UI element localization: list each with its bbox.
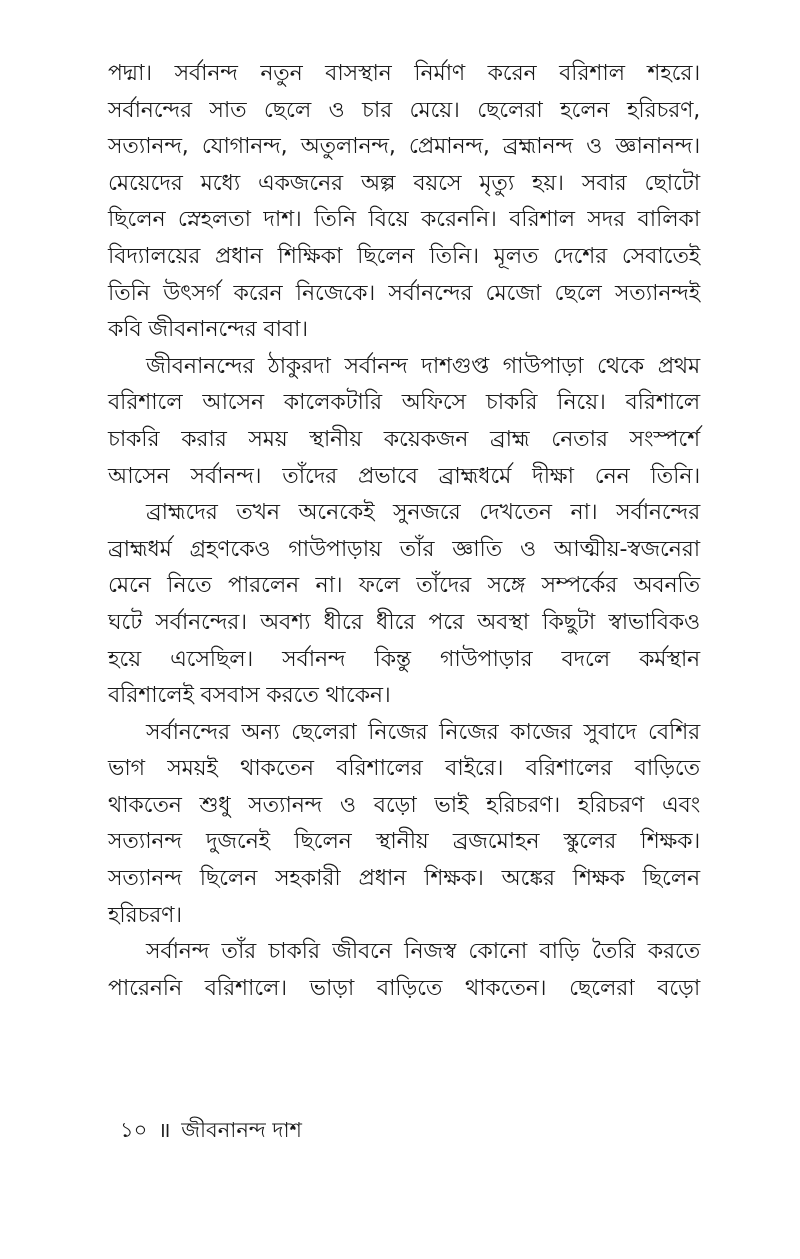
text-line: সত্যানন্দ দুজনেই ছিলেন স্থানীয় ব্রজমোহন স্কুলের শিক্ষক। [108, 829, 700, 855]
footer-separator: ॥ [157, 1118, 171, 1142]
paragraph-first-line: সর্বানন্দ তাঁর চাকরি জীবনে নিজস্ব কোনো বাড়ি তৈরি করতে [146, 939, 700, 965]
text-line: হয়ে এসেছিল। সর্বানন্দ কিন্তু গাউপাড়ার বদলে কর্মস্থান [108, 646, 700, 672]
text-line: পারেননি বরিশালে। ভাড়া বাড়িতে থাকতেন। ছেলেরা বড়ো [108, 975, 700, 1001]
body-text [108, 56, 700, 1007]
text-line: ব্রাহ্মধর্ম গ্রহণকেও গাউপাড়ায় তাঁর জ্ঞাতি ও আত্মীয়-স্বজনেরা [108, 536, 700, 562]
text-line: মেনে নিতে পারলেন না। ফলে তাঁদের সঙ্গে সম্পর্কের অবনতি [108, 573, 700, 599]
text-line: সর্বানন্দের সাত ছেলে ও চার মেয়ে। ছেলেরা হলেন হরিচরণ, [108, 97, 700, 123]
page-footer [120, 1116, 302, 1144]
paragraph-first-line: জীবনানন্দের ঠাকুরদা সর্বানন্দ দাশগুপ্ত গাউপাড়া থেকে প্রথম [146, 353, 700, 379]
text-line: মেয়েদের মধ্যে একজনের অল্প বয়সে মৃত্যু হয়। সবার ছোটো [108, 170, 700, 196]
text-line: পদ্মা। সর্বানন্দ নতুন বাসস্থান নির্মাণ করেন বরিশাল শহরে। [108, 61, 700, 86]
text-line: বরিশালে আসেন কালেকটারি অফিসে চাকরি নিয়ে। বরিশালে [108, 390, 700, 416]
text-line: হরিচরণ। [108, 902, 182, 928]
text-line: আসেন সর্বানন্দ। তাঁদের প্রভাবে ব্রাহ্মধর্মে দীক্ষা নেন তিনি। [108, 463, 700, 489]
page-number: ১০ [120, 1118, 148, 1142]
text-line: সত্যানন্দ ছিলেন সহকারী প্রধান শিক্ষক। অঙ্কের শিক্ষক ছিলেন [108, 866, 700, 892]
running-title: জীবনানন্দ দাশ [181, 1118, 302, 1142]
text-line: থাকতেন শুধু সত্যানন্দ ও বড়ো ভাই হরিচরণ। হরিচরণ এবং [108, 792, 700, 818]
text-line: তিনি উৎসর্গ করেন নিজেকে। সর্বানন্দের মেজো ছেলে সত্যানন্দই [108, 280, 700, 306]
text-line: সত্যানন্দ, যোগানন্দ, অতুলানন্দ, প্রেমানন্দ, ব্রহ্মানন্দ ও জ্ঞানানন্দ। [108, 134, 700, 160]
text-line: ঘটে সর্বানন্দের। অবশ্য ধীরে ধীরে পরে অবস্থা কিছুটা স্বাভাবিকও [108, 609, 700, 635]
text-line: চাকরি করার সময় স্থানীয় কয়েকজন ব্রাহ্ম নেতার সংস্পর্শে [108, 426, 700, 452]
text-line: বিদ্যালয়ের প্রধান শিক্ষিকা ছিলেন তিনি। মূলত দেশের সেবাতেই [108, 243, 700, 269]
text-line: বরিশালেই বসবাস করতে থাকেন। [108, 683, 391, 709]
text-line: ভাগ সময়ই থাকতেন বরিশালের বাইরে। বরিশালের বাড়িতে [108, 756, 700, 782]
text-line: ছিলেন স্নেহলতা দাশ। তিনি বিয়ে করেননি। বরিশাল সদর বালিকা [108, 207, 700, 233]
text-line: কবি জীবনানন্দের বাবা। [108, 317, 308, 343]
paragraph-first-line: ব্রাহ্মদের তখন অনেকেই সুনজরে দেখতেন না। সর্বানন্দের [146, 500, 700, 526]
paragraph-first-line: সর্বানন্দের অন্য ছেলেরা নিজের নিজের কাজের সুবাদে বেশির [146, 719, 700, 745]
